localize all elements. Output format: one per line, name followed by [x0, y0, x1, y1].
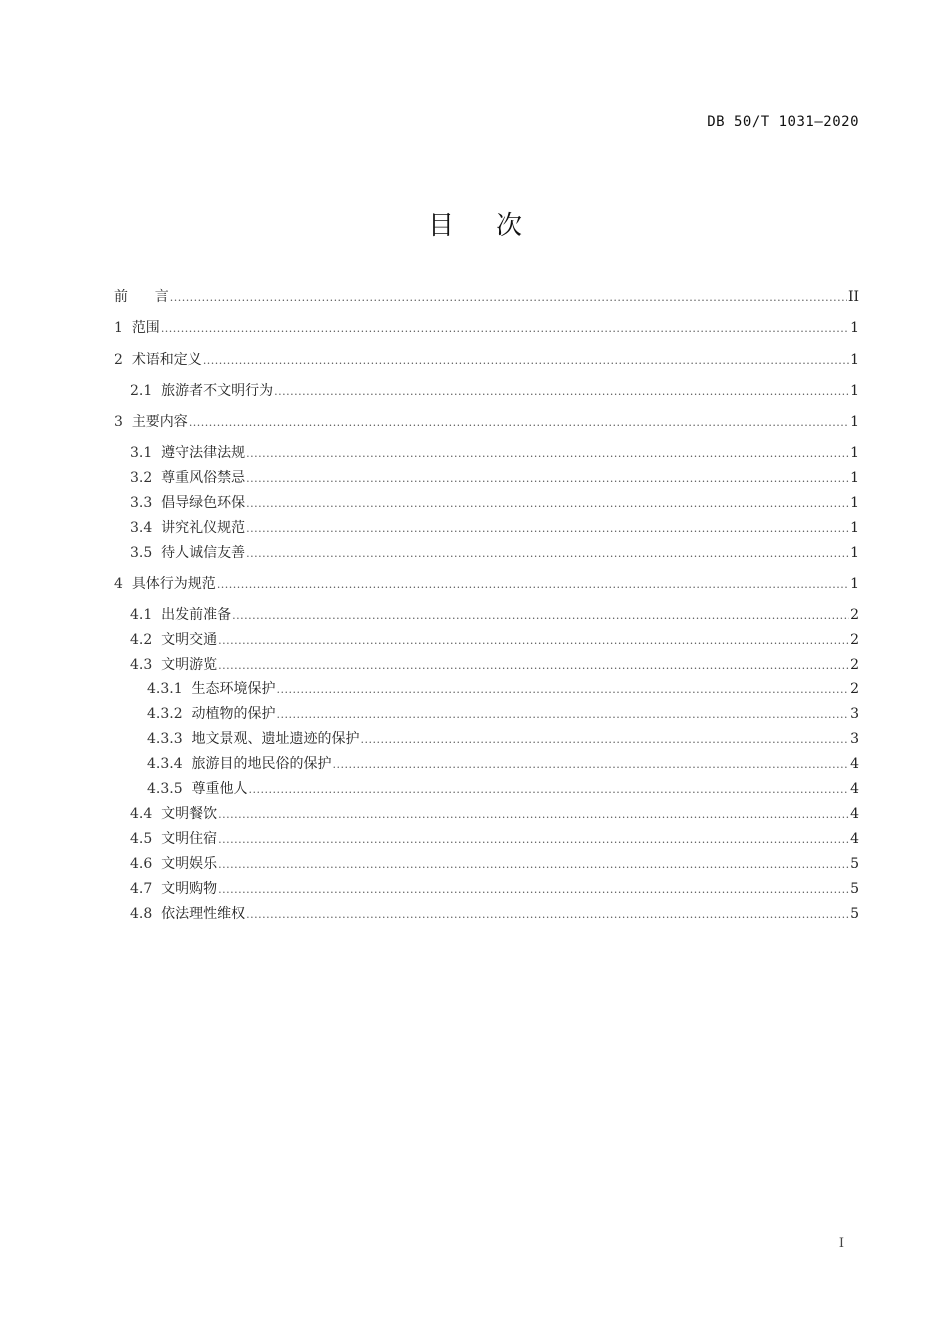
toc-entry-label: 旅游目的地民俗的保护 — [191, 756, 332, 772]
toc-entry-3-4[interactable] — [130, 517, 859, 539]
toc-entry-number: 4.5 — [130, 831, 162, 847]
dot-leader — [246, 518, 849, 540]
toc-entry-number: 4.7 — [130, 881, 162, 897]
toc-entry-number: 4.3.3 — [147, 731, 192, 747]
toc-entry-2-1[interactable] — [130, 380, 859, 402]
toc-entry-label: 生态环境保护 — [191, 681, 276, 697]
dot-leader — [170, 287, 847, 309]
toc-entry-label: 依法理性维权 — [161, 906, 246, 922]
dot-leader — [218, 829, 849, 851]
dot-leader — [246, 493, 849, 515]
toc-entry-3-2[interactable] — [130, 467, 859, 489]
toc-entry-4-6[interactable] — [130, 853, 859, 875]
dot-leader — [161, 318, 849, 340]
toc-entry-label: 文明游览 — [161, 657, 218, 673]
toc-entry-label: 文明餐饮 — [161, 806, 218, 822]
toc-entry-4-4[interactable] — [130, 803, 859, 825]
toc-entry-page: 4 — [850, 756, 859, 772]
toc-entry-page: 3 — [850, 731, 859, 747]
toc-entry-page: 1 — [850, 495, 859, 511]
toc-entry-page: 5 — [850, 906, 859, 922]
toc-entry-page: 1 — [850, 383, 859, 399]
dot-leader — [249, 779, 850, 801]
toc-entry-number: 3.1 — [130, 445, 162, 461]
toc-entry-page: 4 — [850, 781, 859, 797]
toc-entry-4-3[interactable] — [130, 654, 859, 676]
toc-entry-number: 4.8 — [130, 906, 162, 922]
dot-leader — [217, 574, 849, 596]
toc-entry-number: 4.3.4 — [147, 756, 192, 772]
page-number: I — [838, 1236, 844, 1251]
toc-entry-label: 动植物的保护 — [191, 706, 276, 722]
toc-entry-number: 4.1 — [130, 607, 162, 623]
toc-entry-number: 3.4 — [130, 520, 162, 536]
dot-leader — [333, 754, 850, 776]
toc-entry-label: 前 言 — [114, 289, 169, 305]
dot-leader — [203, 350, 849, 372]
document-code: DB 50/T 1031—2020 — [707, 114, 859, 130]
toc-entry-number: 3.3 — [130, 495, 162, 511]
toc-entry-number: 4.3.5 — [147, 781, 192, 797]
toc-entry-page: 1 — [850, 414, 859, 430]
toc-entry-1[interactable] — [114, 317, 859, 339]
toc-entry-label: 遵守法律法规 — [161, 445, 246, 461]
toc-entry-page: 2 — [850, 657, 859, 673]
dot-leader — [246, 443, 849, 465]
toc-entry-page: 1 — [850, 352, 859, 368]
toc-entry-label: 倡导绿色环保 — [161, 495, 246, 511]
toc-entry-3-5[interactable] — [130, 542, 859, 564]
dot-leader — [274, 381, 849, 403]
toc-entry-number: 3.2 — [130, 470, 162, 486]
toc-entry-3-1[interactable] — [130, 442, 859, 464]
toc-entry-page: 4 — [850, 831, 859, 847]
page-title: 目次 — [427, 211, 564, 241]
toc-entry-page: II — [847, 289, 859, 305]
toc-entry-4-3-3[interactable] — [147, 728, 859, 750]
toc-entry-label: 文明购物 — [161, 881, 218, 897]
toc-entry-page: 1 — [850, 470, 859, 486]
toc-entry-label: 地文景观、遗址遗迹的保护 — [191, 731, 360, 747]
toc-entry-page: 1 — [850, 520, 859, 536]
toc-entry-label: 待人诚信友善 — [161, 545, 246, 561]
toc-entry-4[interactable] — [114, 573, 859, 595]
toc-entry-page: 3 — [850, 706, 859, 722]
toc-entry-number: 4.6 — [130, 856, 162, 872]
dot-leader — [189, 412, 849, 434]
toc-entry-label: 尊重风俗禁忌 — [161, 470, 246, 486]
toc-entry-page: 2 — [850, 681, 859, 697]
toc-entry-page: 1 — [850, 545, 859, 561]
toc-entry-label: 术语和定义 — [131, 352, 202, 368]
toc-entry-2[interactable] — [114, 349, 859, 371]
toc-entry-number: 4.4 — [130, 806, 162, 822]
toc-entry-4-3-1[interactable] — [147, 678, 859, 700]
toc-entry-number: 2 — [114, 352, 132, 368]
toc-entry-number: 4.2 — [130, 632, 162, 648]
toc-entry-label: 具体行为规范 — [131, 576, 216, 592]
toc-entry-page: 1 — [850, 320, 859, 336]
toc-entry-4-3-2[interactable] — [147, 703, 859, 725]
toc-entry-number: 4.3 — [130, 657, 162, 673]
toc-entry-number: 3 — [114, 414, 132, 430]
dot-leader — [246, 904, 849, 926]
toc-entry-foreword[interactable] — [114, 286, 859, 308]
toc-entry-page: 5 — [850, 881, 859, 897]
toc-entry-number: 3.5 — [130, 545, 162, 561]
toc-entry-label: 范围 — [131, 320, 160, 336]
toc-entry-label: 文明交通 — [161, 632, 218, 648]
toc-entry-number: 2.1 — [130, 383, 162, 399]
toc-entry-page: 1 — [850, 445, 859, 461]
dot-leader — [218, 854, 849, 876]
toc-entry-label: 主要内容 — [131, 414, 188, 430]
dot-leader — [277, 704, 850, 726]
dot-leader — [277, 679, 850, 701]
toc-entry-number: 4.3.2 — [147, 706, 192, 722]
dot-leader — [218, 804, 849, 826]
toc-entry-page: 2 — [850, 632, 859, 648]
toc-entry-3[interactable] — [114, 411, 859, 433]
toc-entry-page: 4 — [850, 806, 859, 822]
toc-entry-label: 讲究礼仪规范 — [161, 520, 246, 536]
dot-leader — [361, 729, 850, 751]
toc-entry-4-7[interactable] — [130, 878, 859, 900]
dot-leader — [218, 879, 849, 901]
dot-leader — [218, 655, 849, 677]
dot-leader — [232, 605, 849, 627]
toc-entry-4-8[interactable] — [130, 903, 859, 925]
toc-entry-4-3-5[interactable] — [147, 778, 859, 800]
toc-entry-page: 5 — [850, 856, 859, 872]
toc-entry-page: 1 — [850, 576, 859, 592]
toc-entry-label: 文明娱乐 — [161, 856, 218, 872]
toc-entry-4-5[interactable] — [130, 828, 859, 850]
toc-entry-number: 4 — [114, 576, 132, 592]
toc-entry-number: 4.3.1 — [147, 681, 192, 697]
toc-entry-label: 出发前准备 — [161, 607, 232, 623]
toc-entry-number: 1 — [114, 320, 132, 336]
toc-entry-4-1[interactable] — [130, 604, 859, 626]
dot-leader — [246, 468, 849, 490]
toc-entry-page: 2 — [850, 607, 859, 623]
toc-entry-4-3-4[interactable] — [147, 753, 859, 775]
toc-entry-label: 尊重他人 — [191, 781, 248, 797]
dot-leader — [246, 543, 849, 565]
toc-entry-3-3[interactable] — [130, 492, 859, 514]
toc-entry-label: 文明住宿 — [161, 831, 218, 847]
dot-leader — [218, 630, 849, 652]
toc-entry-label: 旅游者不文明行为 — [161, 383, 274, 399]
toc-entry-4-2[interactable] — [130, 629, 859, 651]
